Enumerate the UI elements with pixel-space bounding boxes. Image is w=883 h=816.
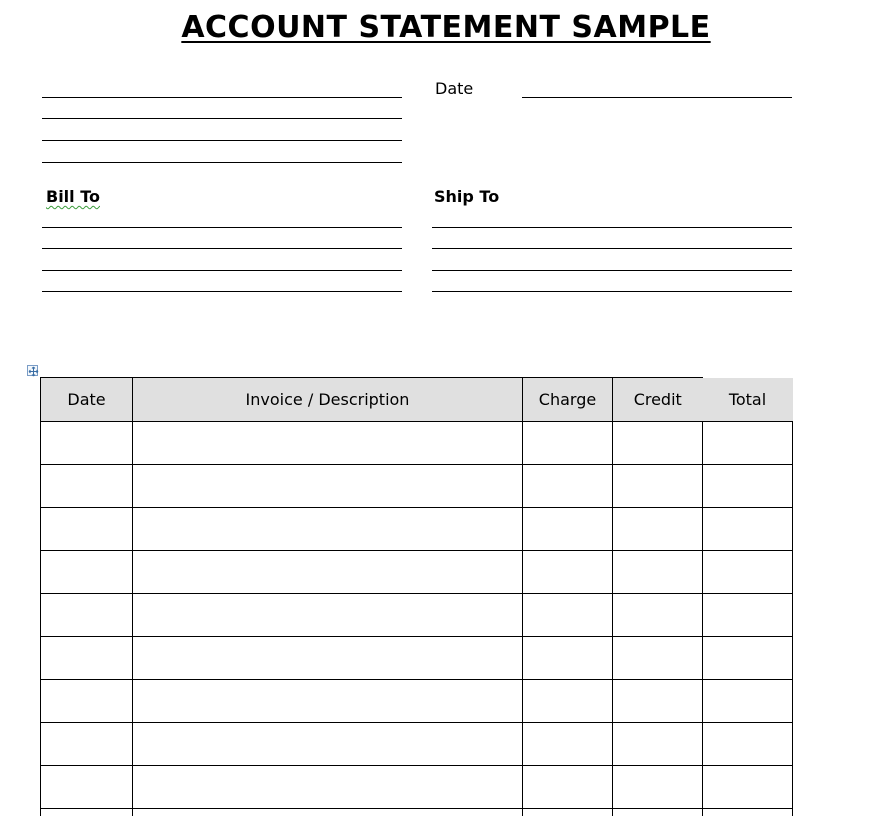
description-cell[interactable] — [133, 766, 523, 809]
address-line[interactable] — [42, 118, 402, 119]
description-cell[interactable] — [133, 637, 523, 680]
document-title: ACCOUNT STATEMENT SAMPLE — [181, 10, 711, 45]
total-cell[interactable] — [703, 422, 793, 465]
date-cell[interactable] — [41, 422, 133, 465]
credit-cell[interactable] — [613, 637, 703, 680]
total-cell[interactable] — [703, 723, 793, 766]
charge-cell[interactable] — [523, 551, 613, 594]
description-cell[interactable] — [133, 594, 523, 637]
description-cell[interactable] — [133, 809, 523, 816]
column-header-credit: Credit — [613, 378, 703, 422]
date-cell[interactable] — [41, 766, 133, 809]
column-header-description: Invoice / Description — [133, 378, 523, 422]
table-row — [41, 465, 793, 508]
address-line[interactable] — [42, 162, 402, 163]
ship-to-line[interactable] — [432, 270, 792, 271]
table-row — [41, 637, 793, 680]
ship-to-line[interactable] — [432, 227, 792, 228]
credit-cell[interactable] — [613, 594, 703, 637]
charge-cell[interactable] — [523, 508, 613, 551]
bill-to-line[interactable] — [42, 270, 402, 271]
table-row — [41, 809, 793, 816]
bill-to-line[interactable] — [42, 227, 402, 228]
total-cell[interactable] — [703, 508, 793, 551]
bill-to-line[interactable] — [42, 248, 402, 249]
ship-to-line[interactable] — [432, 248, 792, 249]
date-cell[interactable] — [41, 594, 133, 637]
table-row — [41, 508, 793, 551]
charge-cell[interactable] — [523, 594, 613, 637]
table-row — [41, 766, 793, 809]
ship-to-label: Ship To — [434, 187, 500, 206]
charge-cell[interactable] — [523, 465, 613, 508]
charge-cell[interactable] — [523, 680, 613, 723]
date-cell[interactable] — [41, 551, 133, 594]
date-line[interactable] — [522, 97, 792, 98]
charge-cell[interactable] — [523, 723, 613, 766]
date-cell[interactable] — [41, 637, 133, 680]
address-line[interactable] — [42, 140, 402, 141]
column-header-total: Total — [703, 378, 793, 422]
total-cell[interactable] — [703, 766, 793, 809]
total-cell[interactable] — [703, 465, 793, 508]
table-row — [41, 422, 793, 465]
table-row — [41, 723, 793, 766]
total-cell[interactable] — [703, 594, 793, 637]
date-cell[interactable] — [41, 723, 133, 766]
credit-cell[interactable] — [613, 551, 703, 594]
statement-table — [40, 377, 793, 816]
move-arrows-icon[interactable] — [27, 365, 38, 376]
credit-cell[interactable] — [613, 508, 703, 551]
charge-cell[interactable] — [523, 809, 613, 816]
address-line[interactable] — [42, 97, 402, 98]
total-cell[interactable] — [703, 637, 793, 680]
credit-cell[interactable] — [613, 766, 703, 809]
charge-cell[interactable] — [523, 422, 613, 465]
bill-to-text: Bill To — [46, 187, 100, 206]
credit-cell[interactable] — [613, 465, 703, 508]
table-header-row — [41, 378, 793, 422]
description-cell[interactable] — [133, 723, 523, 766]
charge-cell[interactable] — [523, 637, 613, 680]
date-cell[interactable] — [41, 809, 133, 816]
description-cell[interactable] — [133, 465, 523, 508]
total-cell[interactable] — [703, 680, 793, 723]
bill-to-line[interactable] — [42, 291, 402, 292]
total-cell[interactable] — [703, 809, 793, 816]
ship-to-line[interactable] — [432, 291, 792, 292]
charge-cell[interactable] — [523, 766, 613, 809]
credit-cell[interactable] — [613, 723, 703, 766]
credit-cell[interactable] — [613, 422, 703, 465]
bill-to-label — [46, 187, 100, 206]
description-cell[interactable] — [133, 680, 523, 723]
table-row — [41, 680, 793, 723]
credit-cell[interactable] — [613, 680, 703, 723]
column-header-charge: Charge — [523, 378, 613, 422]
description-cell[interactable] — [133, 508, 523, 551]
table-row — [41, 594, 793, 637]
date-label: Date — [435, 79, 474, 98]
description-cell[interactable] — [133, 422, 523, 465]
date-cell[interactable] — [41, 465, 133, 508]
total-cell[interactable] — [703, 551, 793, 594]
date-cell[interactable] — [41, 508, 133, 551]
description-cell[interactable] — [133, 551, 523, 594]
credit-cell[interactable] — [613, 809, 703, 816]
column-header-date: Date — [41, 378, 133, 422]
table-row — [41, 551, 793, 594]
date-cell[interactable] — [41, 680, 133, 723]
